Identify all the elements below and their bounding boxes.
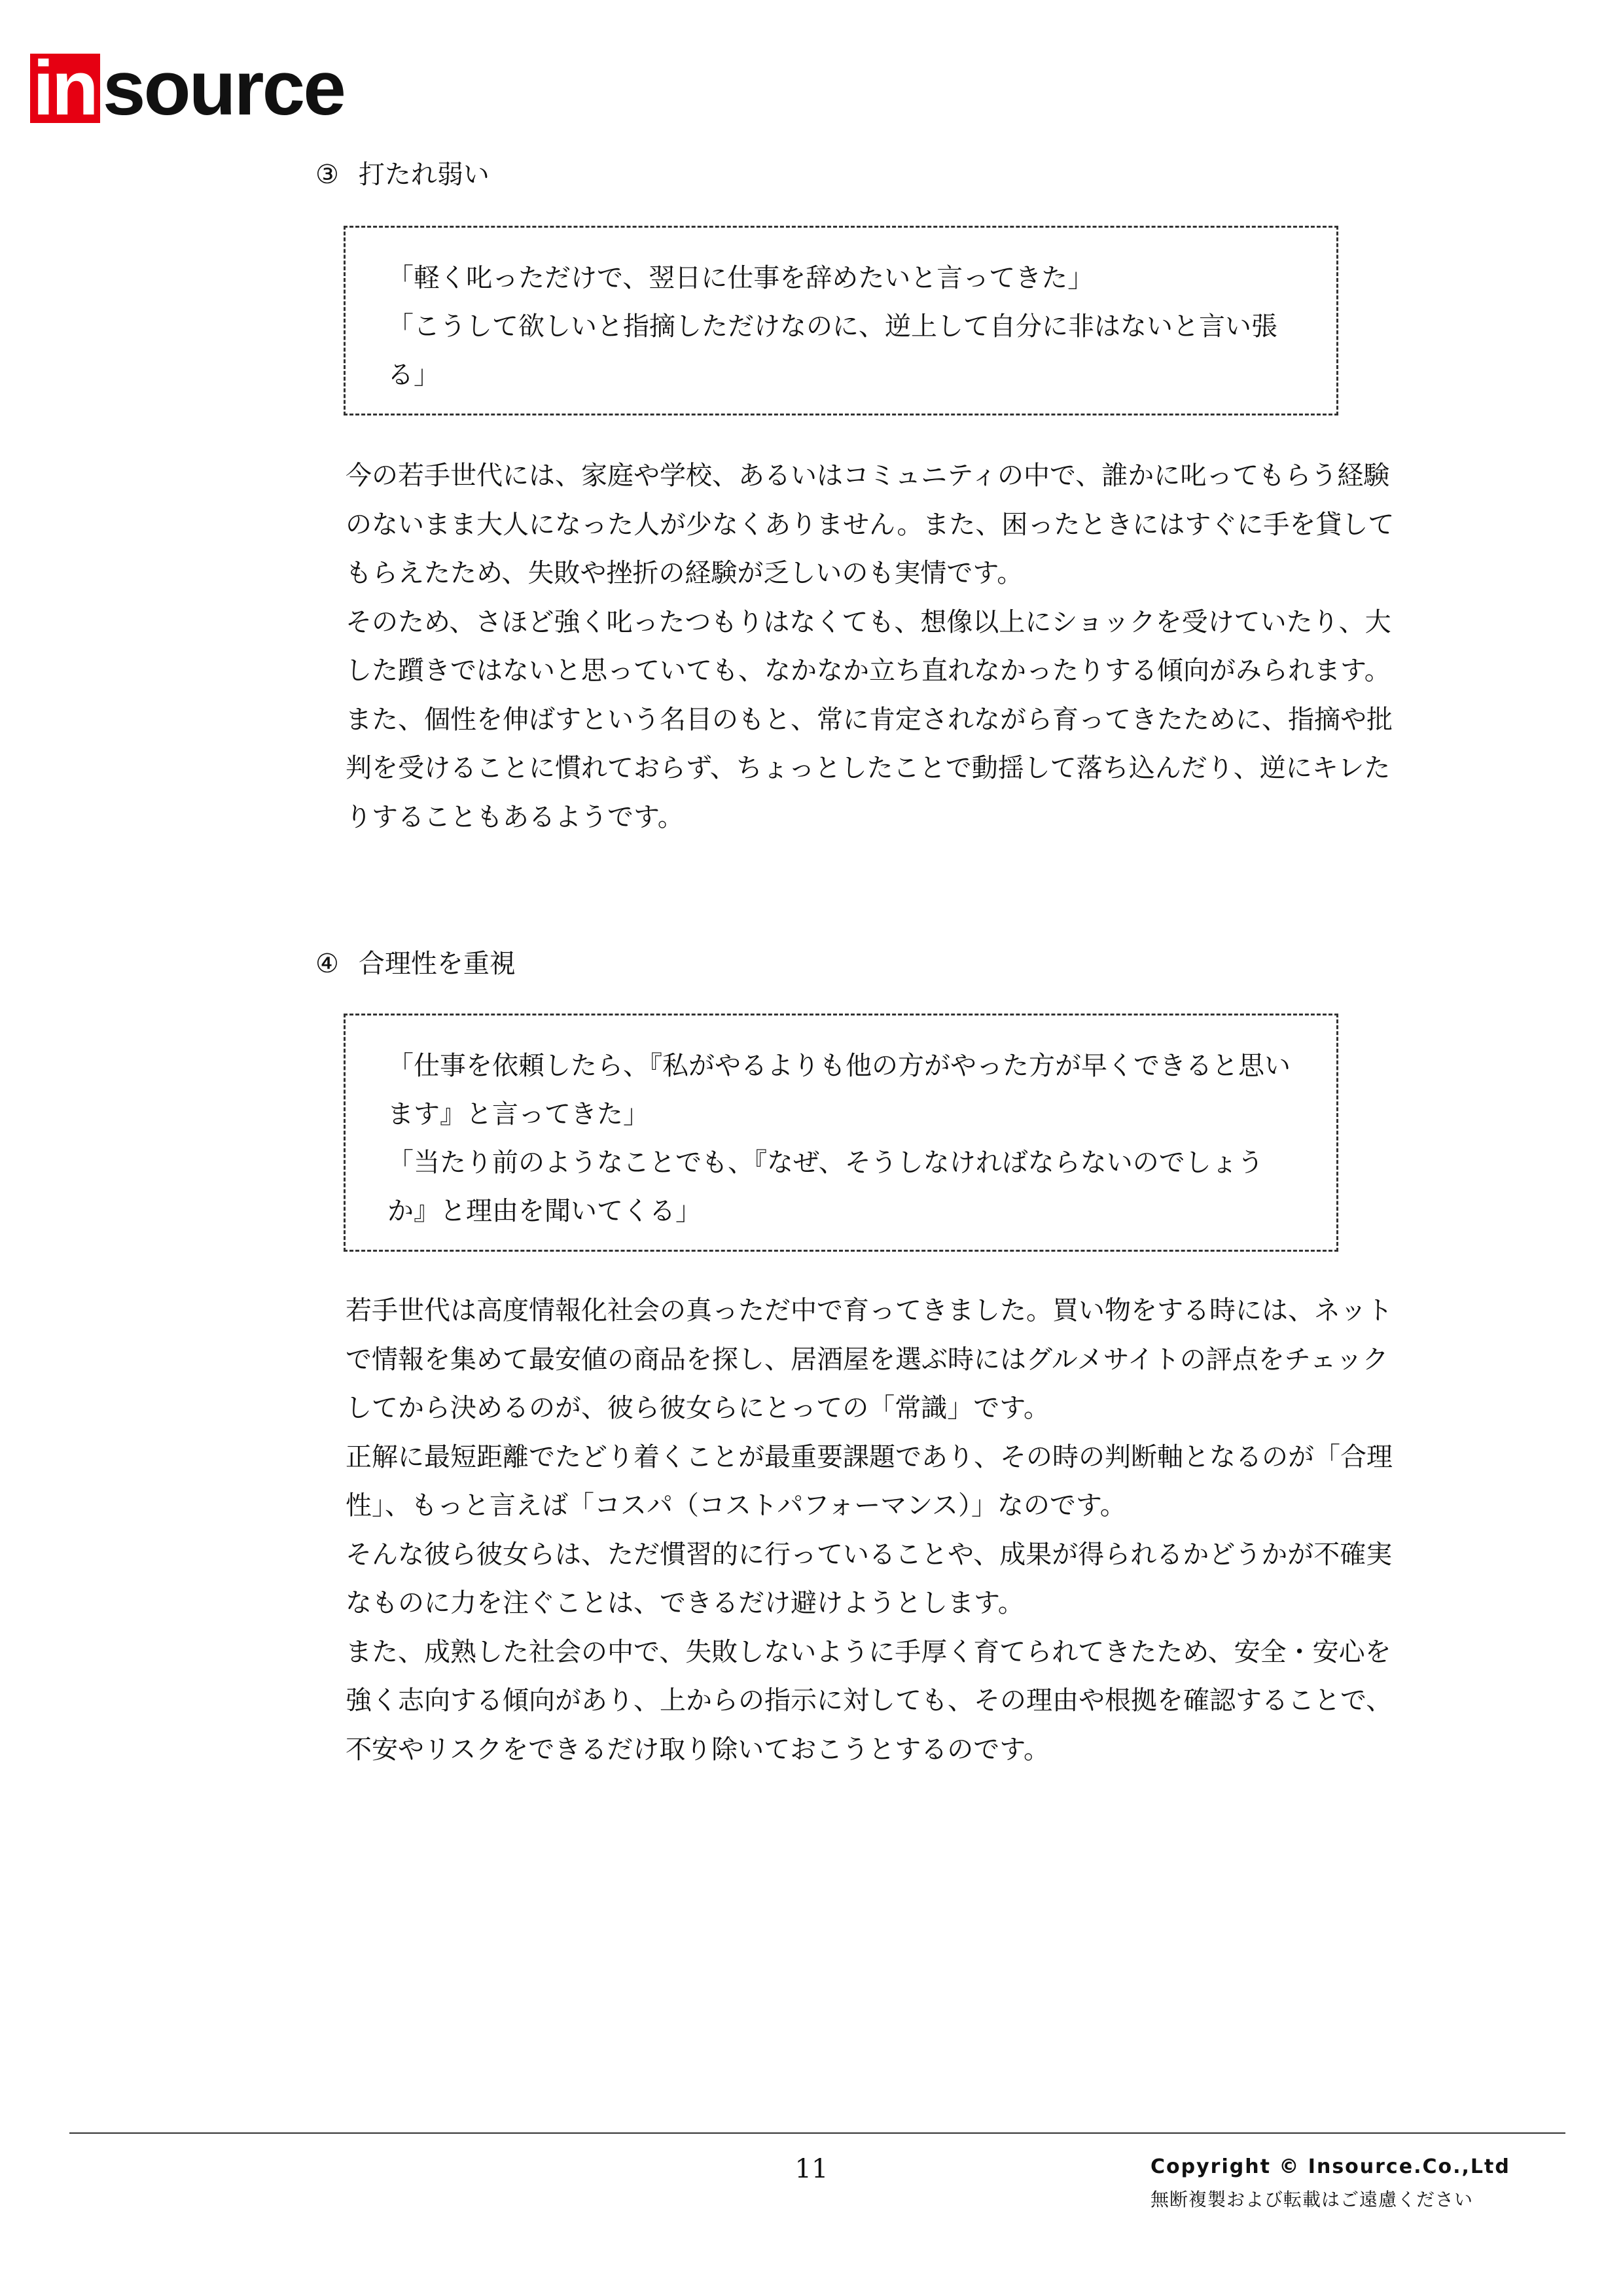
- section-body-4: [346, 1286, 1406, 1774]
- copyright-text: Copyright © Insource.Co.,Ltd: [1150, 2155, 1510, 2178]
- section-number: ③: [315, 160, 339, 190]
- example-quote: 「仕事を依頼したら、『私がやるよりも他の方がやった方が早くできると思います』と言ってきた」: [387, 1051, 1291, 1129]
- footer-divider: [69, 2132, 1565, 2134]
- reproduction-notice: 無断複製および転載はご遠慮ください: [1150, 2189, 1474, 2210]
- example-quote: 「当たり前のようなことでも、『なぜ、そうしなければならないのでしょうか』と理由を聞いてくる」: [387, 1148, 1264, 1226]
- insource-logo: [30, 45, 344, 132]
- body-paragraph: そんな彼ら彼女らは、ただ慣習的に行っていることや、成果が得られるかどうかが不確実なものに力を注ぐことは、できるだけ避けようとします。: [346, 1539, 1393, 1618]
- logo-source: source: [102, 45, 344, 132]
- section-heading-4: [315, 944, 516, 983]
- body-paragraph: また、成熟した社会の中で、失敗しないように手厚く育てられてきたため、安全・安心を強く志向する傾向があり、上からの指示に対しても、その理由や根拠を確認することで、不安やリスクをできるだけ取り除いておこうとするのです。: [346, 1636, 1393, 1765]
- section-body-3: [346, 451, 1406, 841]
- body-paragraph: 若手世代は高度情報化社会の真っただ中で育ってきました。買い物をする時には、ネットで情報を集めて最安値の商品を探し、居酒屋を選ぶ時にはグルメサイトの評点をチェックしてから決めるのが、彼ら彼女らにとっての「常識」です。: [346, 1296, 1393, 1423]
- body-paragraph: また、個性を伸ばすという名目のもと、常に肯定されながら育ってきたために、指摘や批判を受けることに慣れておらず、ちょっとしたことで動揺して落ち込んだり、逆にキレたりすることもあるようです。: [346, 704, 1393, 832]
- section-title: 合理性を重視: [358, 949, 516, 979]
- body-paragraph: 正解に最短距離でたどり着くことが最重要課題であり、その時の判断軸となるのが「合理性」、もっと言えば「コスパ（コストパフォーマンス）」なのです。: [346, 1441, 1393, 1521]
- page-number: 11: [794, 2154, 829, 2184]
- example-quote: 「軽く叱っただけで、翌日に仕事を辞めたいと言ってきた」: [387, 263, 1094, 293]
- example-quote: 「こうして欲しいと指摘しただけなのに、逆上して自分に非はないと言い張る」: [387, 311, 1277, 390]
- section-heading-3: [315, 155, 490, 194]
- example-quotes-box-4: [344, 1014, 1338, 1252]
- example-quotes-box-3: [344, 226, 1338, 415]
- body-paragraph: そのため、さほど強く叱ったつもりはなくても、想像以上にショックを受けていたり、大した躓きではないと思っていても、なかなか立ち直れなかったりする傾向がみられます。: [346, 607, 1391, 686]
- section-title: 打たれ弱い: [358, 160, 490, 190]
- section-number: ④: [315, 949, 339, 979]
- body-paragraph: 今の若手世代には、家庭や学校、あるいはコミュニティの中で、誰かに叱ってもらう経験のないまま大人になった人が少なくありません。また、困ったときにはすぐに手を貸してもらえたため、失敗や挫折の経験が乏しいのも実情です。: [346, 461, 1395, 588]
- logo-in: in: [30, 54, 100, 123]
